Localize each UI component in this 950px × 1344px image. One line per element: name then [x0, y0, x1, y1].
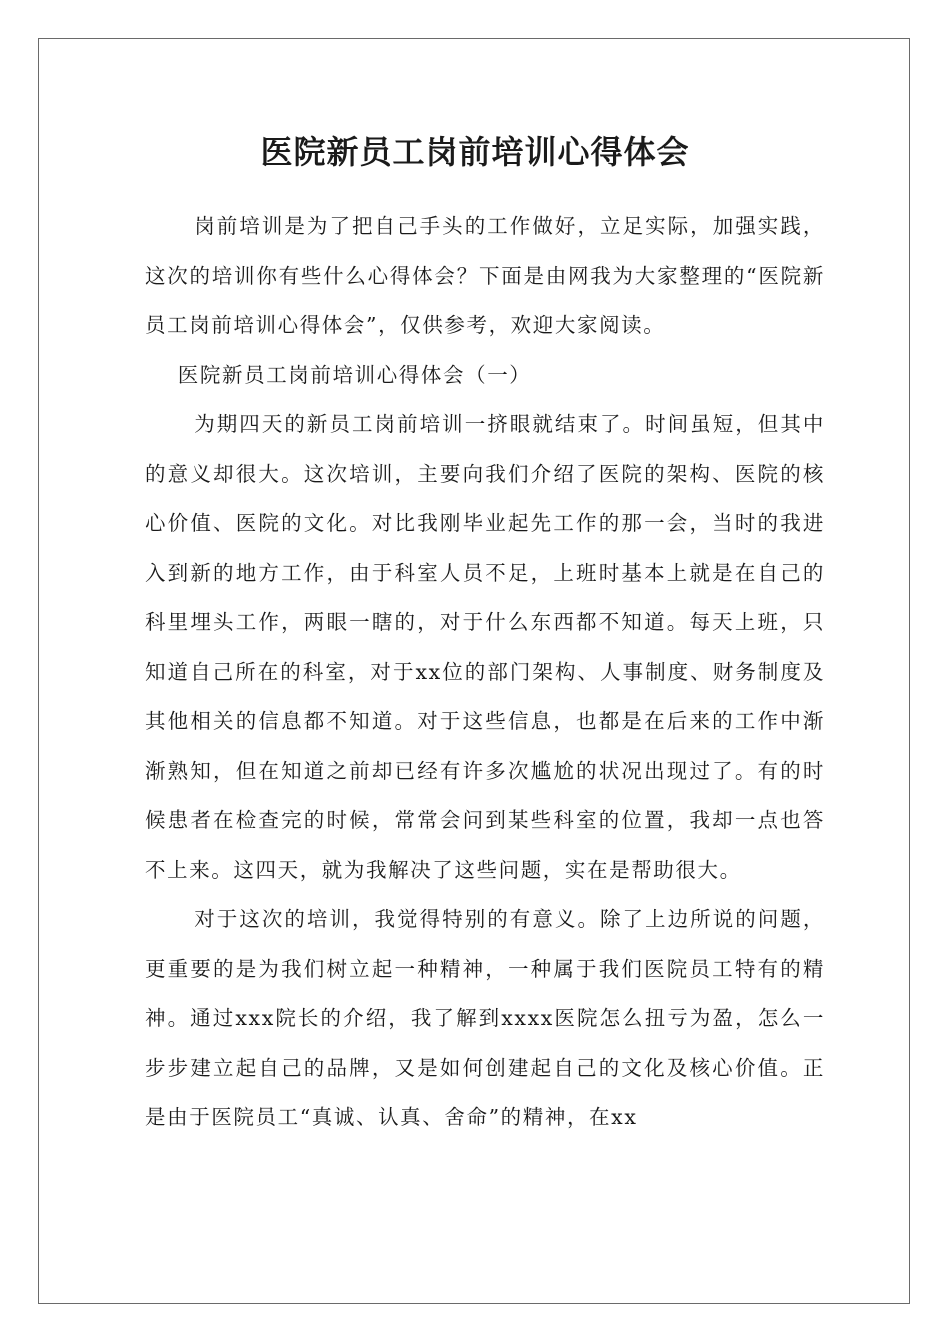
document-title: 医院新员工岗前培训心得体会	[260, 133, 690, 171]
section-heading: 医院新员工岗前培训心得体会（一）	[177, 362, 532, 387]
body-paragraph-1: 为期四天的新员工岗前培训一挤眼就结束了。时间虽短，但其中的意义却很大。这次培训，主要向我们介绍了医院的架构、医院的核心价值、医院的文化。对比我刚毕业起先工作的那一会，当时的我进入到新的地方工作，由于科室人员不足，上班时基本上就是在自己的科里埋头工作，两眼一瞎的，对于什么东西都不知道。每天上班，只知道自己所在的科室，对于xx位的部门架构、人事制度、财务制度及其他相关的信息都不知道。对于这些信息，也都是在后来的工作中渐渐熟知，但在知道之前却已经有许多次尴尬的状况出现过了。有的时候患者在检查完的时候，常常会问到某些科室的位置，我却一点也答不上来。这四天，就为我解决了这些问题，实在是帮助很大。	[145, 412, 825, 882]
body-paragraph-2: 对于这次的培训，我觉得特别的有意义。除了上边所说的问题，更重要的是为我们树立起一种精神，一种属于我们医院员工特有的精神。通过xxx院长的介绍，我了解到xxxx医院怎么扭亏为盈，怎么一步步建立起自己的品牌，又是如何创建起自己的文化及核心价值。正是由于医院员工“真诚、认真、舍命”的精神，在xx	[145, 907, 825, 1129]
document-body	[145, 202, 825, 1143]
intro-paragraph: 岗前培训是为了把自己手头的工作做好，立足实际，加强实践，这次的培训你有些什么心得体会？下面是由网我为大家整理的“医院新员工岗前培训心得体会”，仅供参考，欢迎大家阅读。	[145, 214, 825, 337]
